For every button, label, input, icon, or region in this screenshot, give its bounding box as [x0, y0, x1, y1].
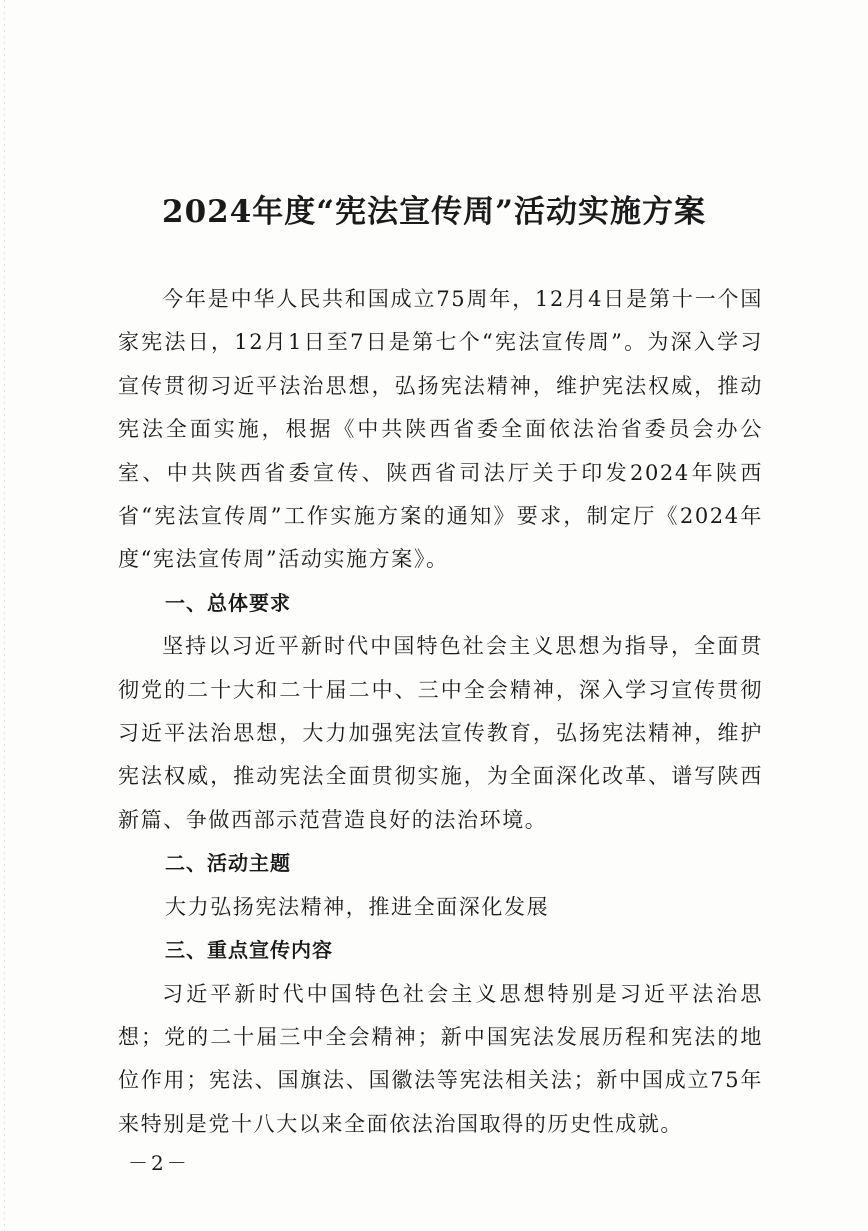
page-number: －2－ [128, 1151, 190, 1175]
document-title: 2024年度“宪法宣传周”活动实施方案 [162, 194, 706, 230]
document-body [118, 278, 763, 1146]
section-heading-general-requirements: 一、总体要求 [165, 590, 291, 615]
section-heading-activity-theme: 二、活动主题 [165, 851, 291, 876]
intro-paragraph: 今年是中华人民共和国成立75周年，12月4日是第十一个国家宪法日，12月1日至7日是第七个“宪法宣传周”。为深入学习宣传贯彻习近平法治思想，弘扬宪法精神，维护宪法权威，推动宪法全面实施，根据《中共陕西省委全面依法治省委员会办公室、中共陕西省委宣传、陕西省司法厅关于印发2024年陕西省“宪法宣传周”工作实施方案的通知》要求，制定厅《2024年度“宪法宣传周”活动实施方案》。 [118, 287, 763, 572]
section-heading-key-content: 三、重点宣传内容 [165, 938, 333, 963]
section-text-activity-theme: 大力弘扬宪法精神，推进全面深化发展 [165, 894, 550, 919]
section-text-key-content: 习近平新时代中国特色社会主义思想特别是习近平法治思想；党的二十届三中全会精神；新中国宪法发展历程和宪法的地位作用；宪法、国旗法、国徽法等宪法相关法；新中国成立75年来特别是党十八大以来全面依法治国取得的历史性成就。 [118, 981, 763, 1136]
scan-edge-decoration [4, 0, 5, 1231]
section-text-general-requirements: 坚持以习近平新时代中国特色社会主义思想为指导，全面贯彻党的二十大和二十届二中、三中全会精神，深入学习宣传贯彻习近平法治思想，大力加强宪法宣传教育，弘扬宪法精神，维护宪法权威，推动宪法全面贯彻实施，为全面深化改革、谱写陕西新篇、争做西部示范营造良好的法治环境。 [118, 634, 763, 832]
